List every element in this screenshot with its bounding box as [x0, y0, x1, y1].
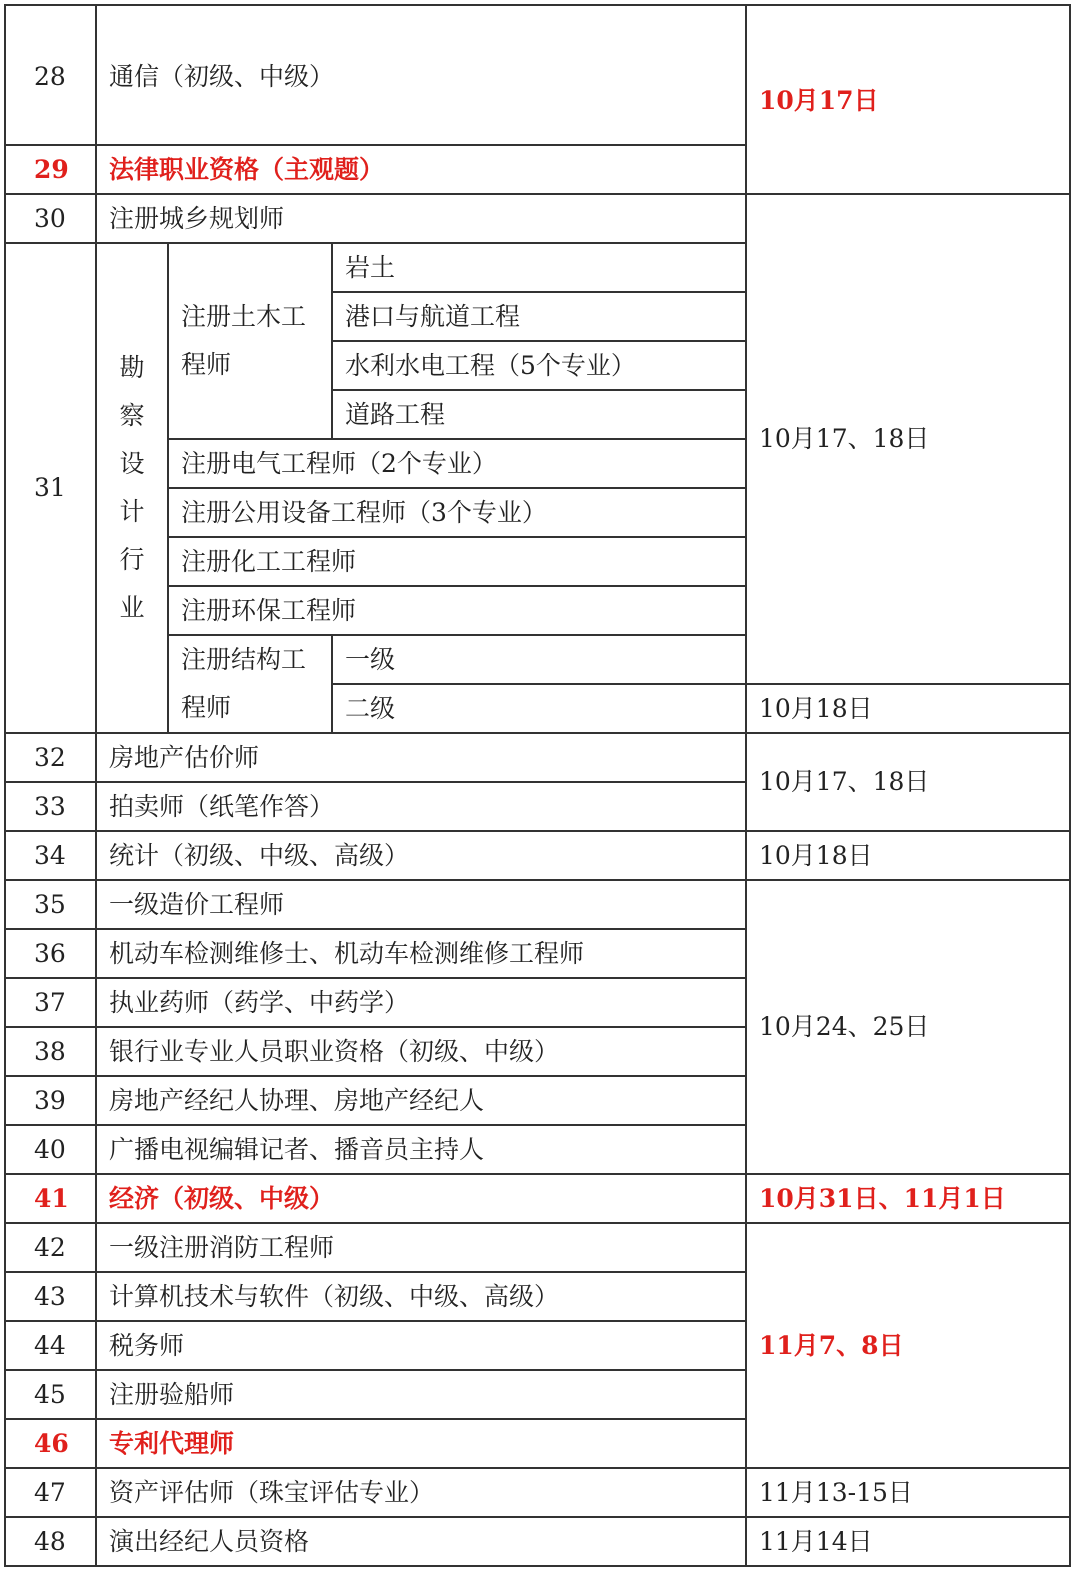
exam-date: 10月24、25日	[746, 880, 1070, 1174]
row-number: 47	[5, 1468, 96, 1517]
exam-date: 10月17、18日	[746, 733, 1070, 831]
exam-name: 一级注册消防工程师	[96, 1223, 746, 1272]
exam-name: 注册环保工程师	[168, 586, 746, 635]
exam-schedule-table	[4, 4, 1071, 1567]
exam-name: 房地产经纪人协理、房地产经纪人	[96, 1076, 746, 1125]
row-number: 41	[5, 1174, 96, 1223]
row-number: 32	[5, 733, 96, 782]
table-row	[5, 1223, 1070, 1272]
exam-name: 专利代理师	[96, 1419, 746, 1468]
exam-name: 执业药师（药学、中药学）	[96, 978, 746, 1027]
row-number: 46	[5, 1419, 96, 1468]
exam-date: 10月31日、11月1日	[746, 1174, 1070, 1223]
level: 一级	[332, 635, 746, 684]
row-number: 34	[5, 831, 96, 880]
exam-date: 10月18日	[746, 831, 1070, 880]
structural-engineer: 注册结构工程师	[168, 635, 332, 733]
specialty: 道路工程	[332, 390, 746, 439]
exam-date: 10月18日	[746, 684, 1070, 733]
exam-name: 注册城乡规划师	[96, 194, 746, 243]
exam-name: 一级造价工程师	[96, 880, 746, 929]
row-number: 36	[5, 929, 96, 978]
exam-name: 拍卖师（纸笔作答）	[96, 782, 746, 831]
exam-name: 通信（初级、中级）	[96, 5, 746, 145]
exam-name: 银行业专业人员职业资格（初级、中级）	[96, 1027, 746, 1076]
exam-name: 税务师	[96, 1321, 746, 1370]
row-number: 40	[5, 1125, 96, 1174]
row-number: 35	[5, 880, 96, 929]
exam-name: 资产评估师（珠宝评估专业）	[96, 1468, 746, 1517]
table-row	[5, 1174, 1070, 1223]
exam-date: 10月17日	[746, 5, 1070, 194]
exam-date: 10月17、18日	[746, 194, 1070, 684]
exam-date: 11月14日	[746, 1517, 1070, 1566]
row-number: 45	[5, 1370, 96, 1419]
table-row	[5, 733, 1070, 782]
exam-name: 注册验船师	[96, 1370, 746, 1419]
exam-name: 房地产估价师	[96, 733, 746, 782]
table-row	[5, 831, 1070, 880]
exam-date: 11月13-15日	[746, 1468, 1070, 1517]
exam-name: 注册电气工程师（2个专业）	[168, 439, 746, 488]
industry-category	[96, 243, 168, 733]
row-number: 33	[5, 782, 96, 831]
row-number: 38	[5, 1027, 96, 1076]
exam-name: 计算机技术与软件（初级、中级、高级）	[96, 1272, 746, 1321]
row-number: 28	[5, 5, 96, 145]
exam-name: 注册化工工程师	[168, 537, 746, 586]
exam-date: 11月7、8日	[746, 1223, 1070, 1468]
exam-name: 演出经纪人员资格	[96, 1517, 746, 1566]
row-number: 39	[5, 1076, 96, 1125]
specialty: 岩土	[332, 243, 746, 292]
row-number: 44	[5, 1321, 96, 1370]
exam-name: 机动车检测维修士、机动车检测维修工程师	[96, 929, 746, 978]
row-number: 31	[5, 243, 96, 733]
table-row	[5, 880, 1070, 929]
row-number: 29	[5, 145, 96, 194]
specialty: 港口与航道工程	[332, 292, 746, 341]
row-number: 42	[5, 1223, 96, 1272]
row-number: 37	[5, 978, 96, 1027]
row-number: 43	[5, 1272, 96, 1321]
table-row	[5, 1517, 1070, 1566]
table-row	[5, 1468, 1070, 1517]
exam-name: 经济（初级、中级）	[96, 1174, 746, 1223]
specialty: 水利水电工程（5个专业）	[332, 341, 746, 390]
level: 二级	[332, 684, 746, 733]
row-number: 30	[5, 194, 96, 243]
table-row	[5, 194, 1070, 243]
exam-name: 法律职业资格（主观题）	[96, 145, 746, 194]
industry-label: 勘察设计行业	[119, 353, 145, 622]
exam-name: 广播电视编辑记者、播音员主持人	[96, 1125, 746, 1174]
exam-name: 注册公用设备工程师（3个专业）	[168, 488, 746, 537]
exam-name: 统计（初级、中级、高级）	[96, 831, 746, 880]
row-number: 48	[5, 1517, 96, 1566]
civil-engineer: 注册土木工程师	[168, 243, 332, 439]
table-row	[5, 5, 1070, 145]
